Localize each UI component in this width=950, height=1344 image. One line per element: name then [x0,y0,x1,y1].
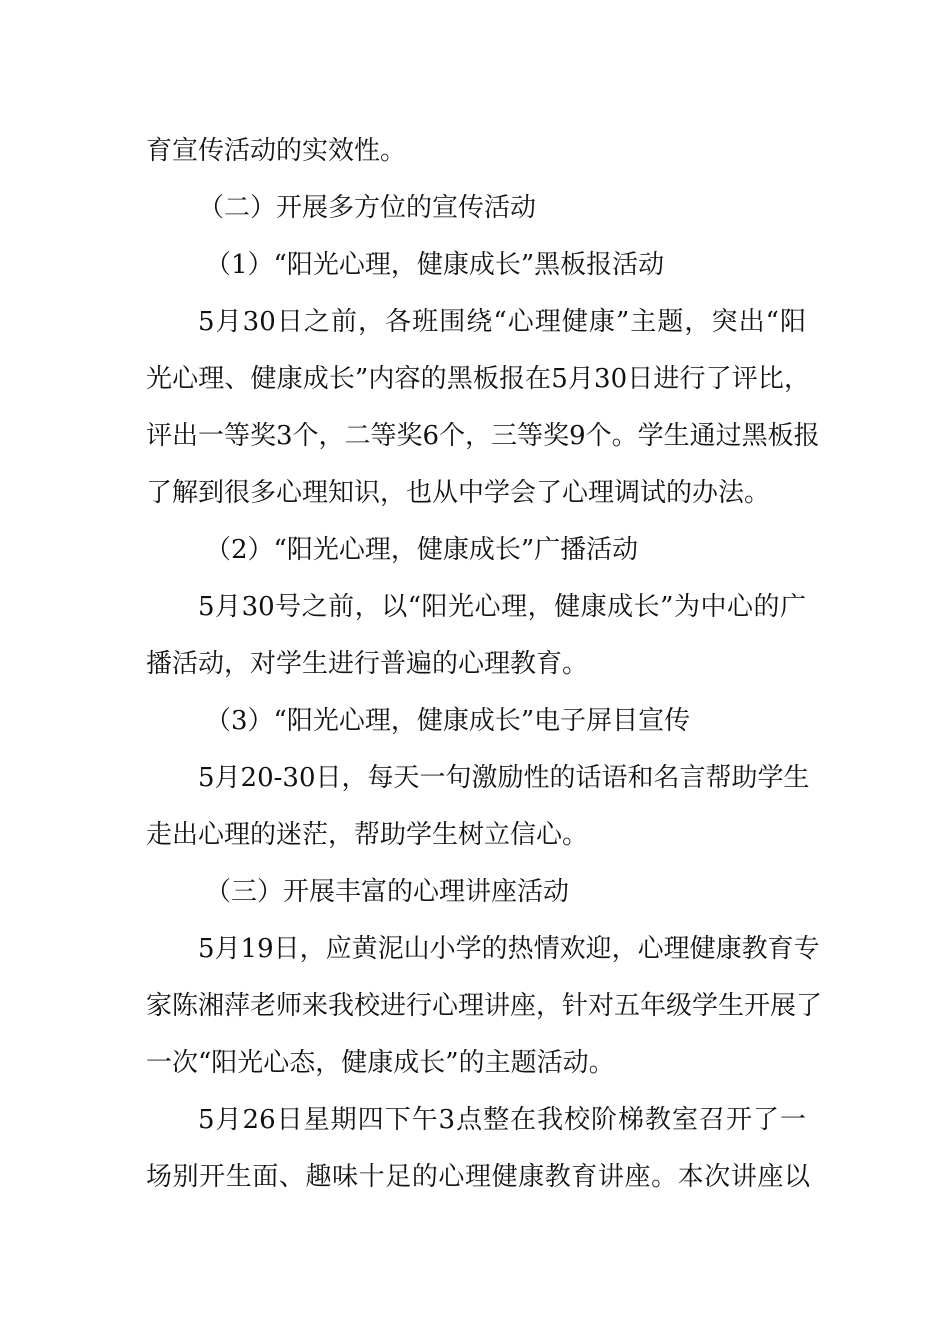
paragraph-line: 场别开生面、趣味十足的心理健康教育讲座。本次讲座以 [146,1162,810,1192]
paragraph-line: 5月20-30日，每天一句激励性的话语和名言帮助学生 [198,763,810,793]
paragraph-line: 5月19日，应黄泥山小学的热情欢迎，心理健康教育专 [198,934,820,964]
subsection-heading: （1）“阳光心理，健康成长”黑板报活动 [205,250,665,280]
paragraph-line: 播活动，对学生进行普遍的心理教育。 [146,649,589,679]
paragraph-line: 家陈湘萍老师来我校进行心理讲座，针对五年级学生开展了 [146,991,823,1021]
paragraph-line: 走出心理的迷茫，帮助学生树立信心。 [146,820,589,850]
paragraph-line: 一次“阳光心态，健康成长”的主题活动。 [146,1048,615,1078]
paragraph-line: 育宣传活动的实效性。 [146,136,407,166]
paragraph-line: 5月30号之前，以“阳光心理，健康成长”为中心的广 [198,592,806,622]
paragraph-line: 了解到很多心理知识，也从中学会了心理调试的办法。 [146,478,771,508]
section-heading: （三）开展丰富的心理讲座活动 [205,877,570,907]
subsection-heading: （3）“阳光心理，健康成长”电子屏目宣传 [205,706,691,736]
paragraph-line: 光心理、健康成长”内容的黑板报在5月30日进行了评比， [146,364,810,394]
paragraph-line: 5月26日星期四下午3点整在我校阶梯教室召开了一 [198,1105,806,1135]
section-heading: （二）开展多方位的宣传活动 [198,193,537,223]
paragraph-line: 评出一等奖3个，二等奖6个，三等奖9个。学生通过黑板报 [146,421,820,451]
paragraph-line: 5月30日之前，各班围绕“心理健康”主题，突出“阳 [198,307,806,337]
subsection-heading: （2）“阳光心理，健康成长”广播活动 [205,535,639,565]
